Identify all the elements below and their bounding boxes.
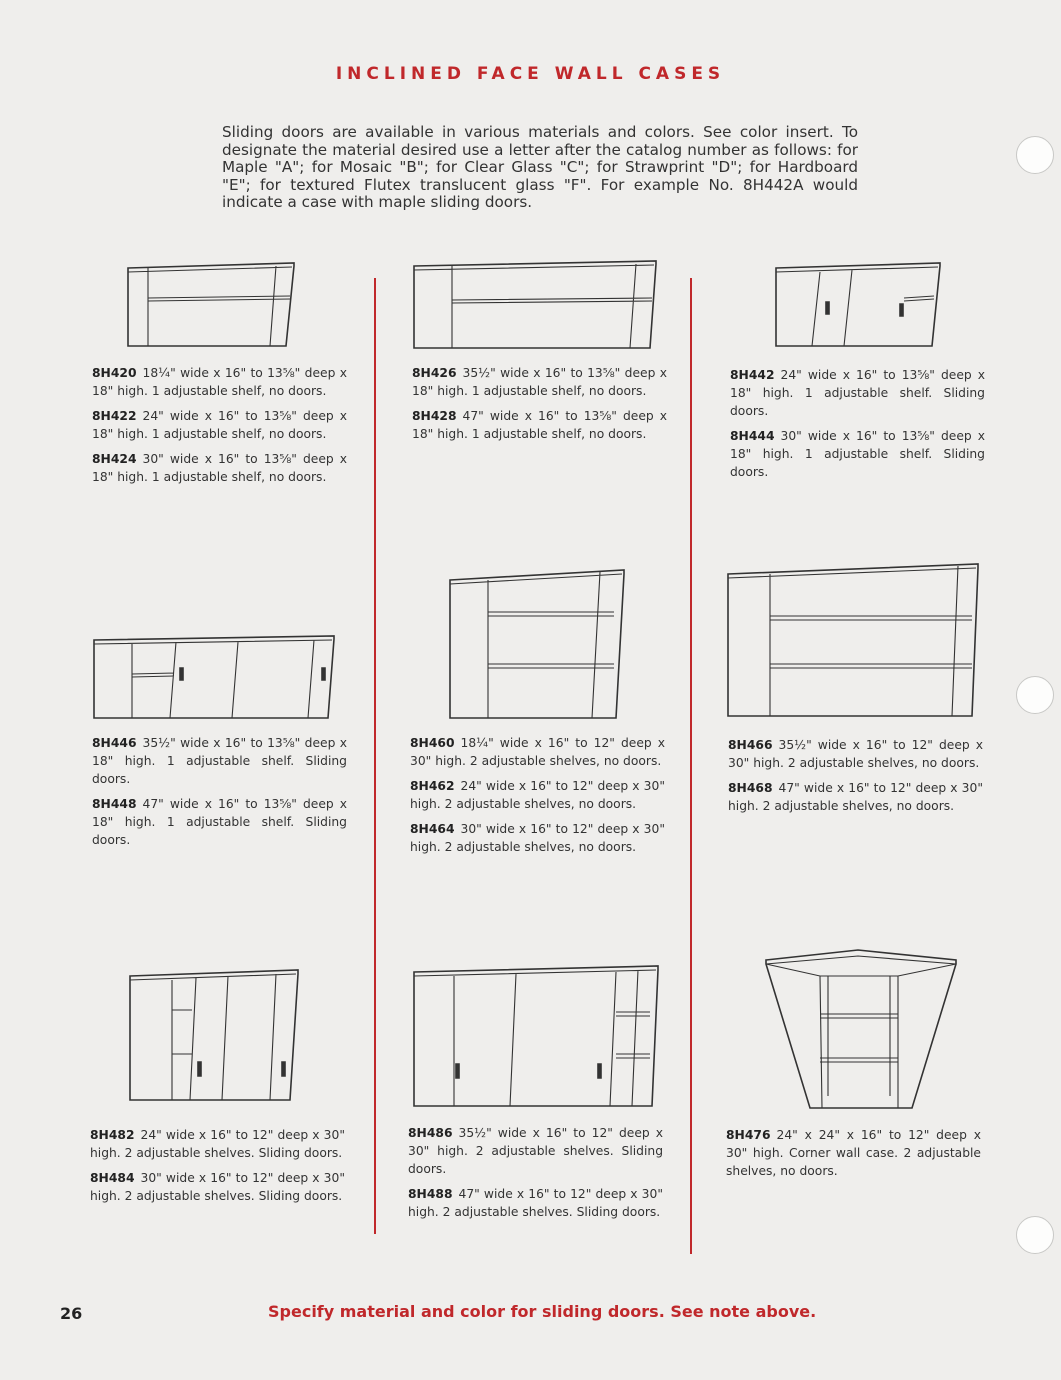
list-item: 8H466 35½" wide x 16" to 12" deep x 30" high. 2 adjustable shelves, no doors. bbox=[728, 738, 983, 770]
list-item: 8H482 24" wide x 16" to 12" deep x 30" high. 2 adjustable shelves. Sliding doors. bbox=[90, 1128, 345, 1160]
list-item: 8H420 18¼" wide x 16" to 13⅝" deep x 18" high. 1 adjustable shelf, no doors. bbox=[92, 366, 347, 398]
list-item: 8H476 24" x 24" x 16" to 12" deep x 30" high. Corner wall case. 2 adjustable shelves, no doors. bbox=[726, 1128, 981, 1178]
list-item: 8H424 30" wide x 16" to 13⅝" deep x 18" high. 1 adjustable shelf, no doors. bbox=[92, 452, 347, 484]
entry-group-8 bbox=[408, 1124, 663, 1228]
case-8h466-illustration bbox=[726, 560, 982, 720]
case-8h442-illustration bbox=[774, 260, 944, 350]
case-8h482-illustration bbox=[128, 966, 302, 1104]
binder-hole-bottom bbox=[1016, 1216, 1054, 1254]
binder-hole-top bbox=[1016, 136, 1054, 174]
entry-group-4 bbox=[92, 734, 347, 856]
case-8h446-illustration bbox=[92, 632, 338, 722]
case-8h476-illustration bbox=[762, 946, 960, 1112]
entry-group-7 bbox=[90, 1126, 345, 1212]
case-8h486-illustration bbox=[412, 962, 662, 1110]
column-rule-right bbox=[690, 278, 692, 1254]
entry-group-9 bbox=[726, 1126, 981, 1187]
list-item: 8H446 35½" wide x 16" to 13⅝" deep x 18" high. 1 adjustable shelf. Sliding doors. bbox=[92, 736, 347, 786]
column-rule-left bbox=[374, 278, 376, 1234]
list-item: 8H426 35½" wide x 16" to 13⅝" deep x 18" high. 1 adjustable shelf, no doors. bbox=[412, 366, 667, 398]
case-8h460-illustration bbox=[448, 566, 628, 722]
entry-group-1 bbox=[92, 364, 347, 493]
entry-group-3 bbox=[730, 366, 985, 488]
entry-group-2 bbox=[412, 364, 667, 450]
page-title: INCLINED FACE WALL CASES bbox=[335, 64, 726, 84]
entry-group-6 bbox=[728, 736, 983, 822]
list-item: 8H422 24" wide x 16" to 13⅝" deep x 18" high. 1 adjustable shelf, no doors. bbox=[92, 409, 347, 441]
footnote: Specify material and color for sliding doors. See note above. bbox=[268, 1302, 817, 1321]
page-number: 26 bbox=[60, 1304, 83, 1323]
list-item: 8H444 30" wide x 16" to 13⅝" deep x 18" high. 1 adjustable shelf. Sliding doors. bbox=[730, 429, 985, 479]
list-item: 8H484 30" wide x 16" to 12" deep x 30" high. 2 adjustable shelves. Sliding doors. bbox=[90, 1171, 345, 1203]
list-item: 8H468 47" wide x 16" to 12" deep x 30" high. 2 adjustable shelves, no doors. bbox=[728, 781, 983, 813]
binder-hole-middle bbox=[1016, 676, 1054, 714]
intro-paragraph: Sliding doors are available in various materials and colors. See color insert. To designate the material desired use a letter after the catalog number as follows: for Maple "A"; for Mosaic "B"; for Clear Glass "C"; for Strawprint "D"; for Hardboard "E"; for textured Flutex translucent glass "F". For example No. 8H442A would indicate a case with maple sliding doors. bbox=[222, 123, 858, 212]
list-item: 8H428 47" wide x 16" to 13⅝" deep x 18" high. 1 adjustable shelf, no doors. bbox=[412, 409, 667, 441]
case-8h426-illustration bbox=[412, 258, 660, 352]
list-item: 8H464 30" wide x 16" to 12" deep x 30" high. 2 adjustable shelves, no doors. bbox=[410, 822, 665, 854]
entry-group-5 bbox=[410, 734, 665, 863]
list-item: 8H486 35½" wide x 16" to 12" deep x 30" high. 2 adjustable shelves. Sliding doors. bbox=[408, 1126, 663, 1176]
list-item: 8H462 24" wide x 16" to 12" deep x 30" high. 2 adjustable shelves, no doors. bbox=[410, 779, 665, 811]
list-item: 8H442 24" wide x 16" to 13⅝" deep x 18" high. 1 adjustable shelf. Sliding doors. bbox=[730, 368, 985, 418]
list-item: 8H460 18¼" wide x 16" to 12" deep x 30" high. 2 adjustable shelves, no doors. bbox=[410, 736, 665, 768]
case-8h420-illustration bbox=[126, 260, 298, 350]
list-item: 8H488 47" wide x 16" to 12" deep x 30" high. 2 adjustable shelves. Sliding doors. bbox=[408, 1187, 663, 1219]
list-item: 8H448 47" wide x 16" to 13⅝" deep x 18" high. 1 adjustable shelf. Sliding doors. bbox=[92, 797, 347, 847]
